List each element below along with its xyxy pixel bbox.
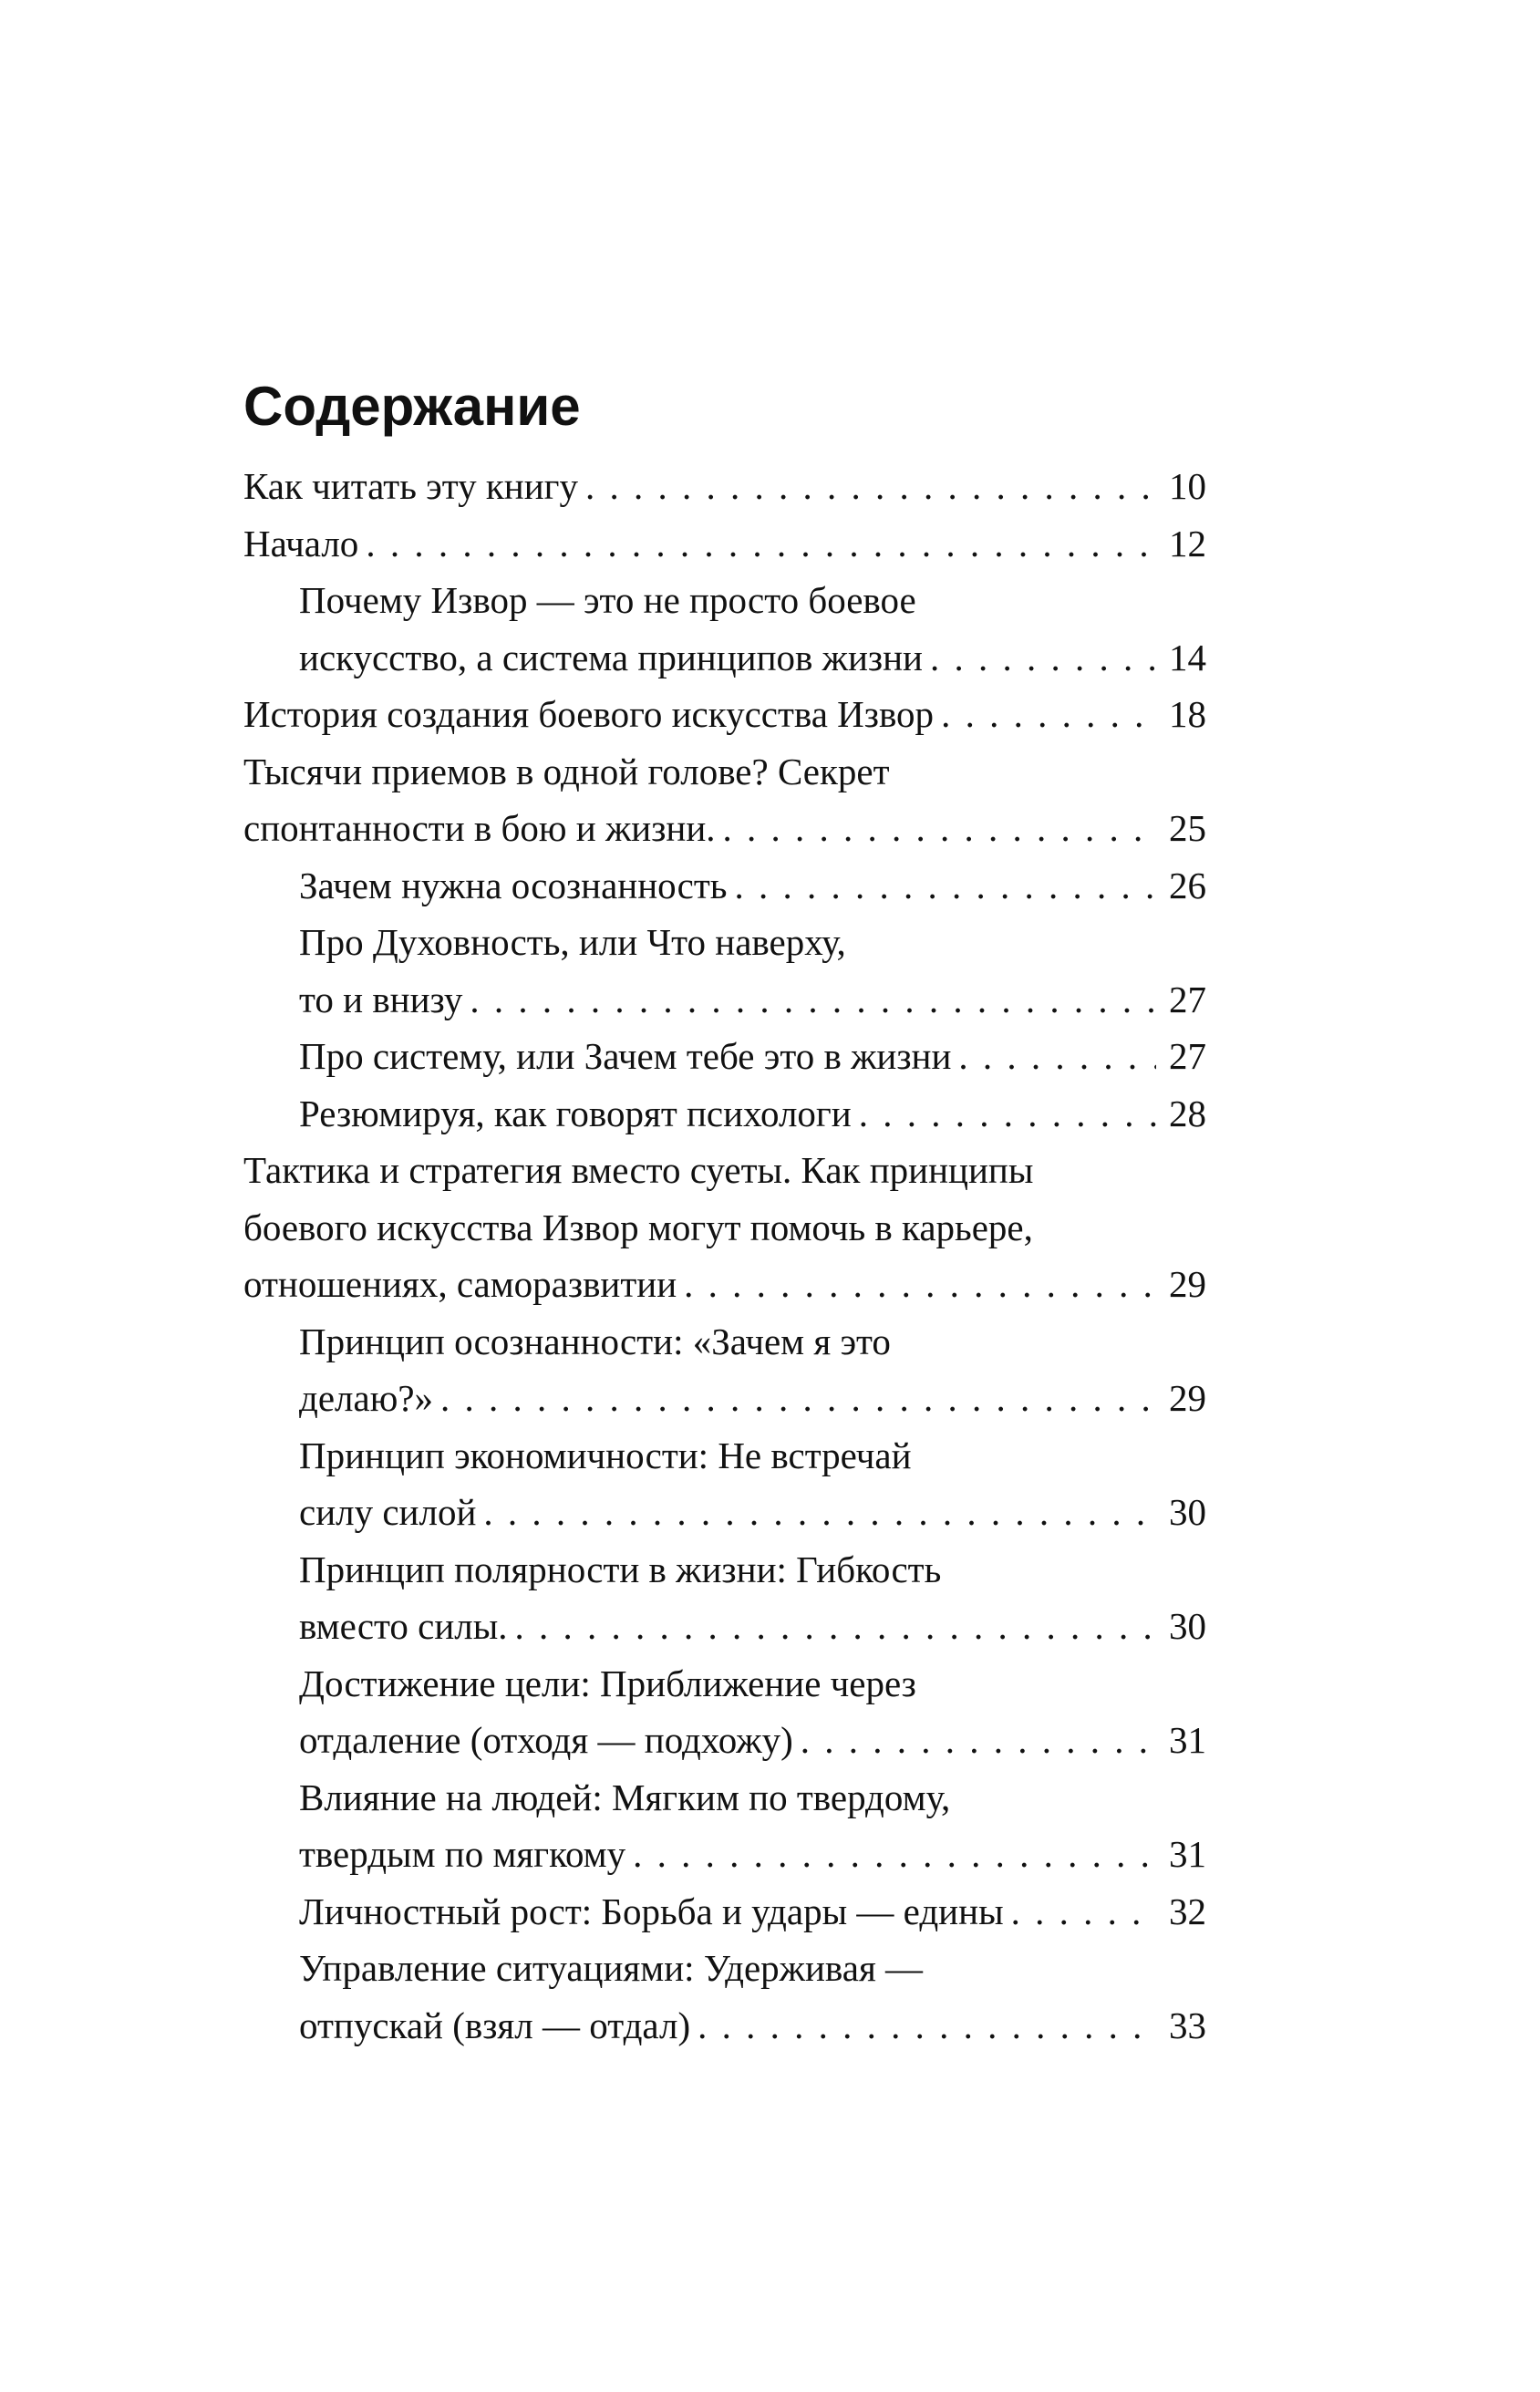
toc-entry-list <box>243 458 1206 2054</box>
toc-entry[interactable] <box>243 1427 1206 1541</box>
toc-entry[interactable] <box>243 515 1206 573</box>
toc-entry-final-line <box>299 1484 1206 1541</box>
toc-entry-final-line <box>299 1370 1206 1427</box>
dot-leader <box>578 458 1156 515</box>
dot-leader <box>462 971 1156 1029</box>
toc-entry-final-line <box>299 1997 1206 2055</box>
toc-page-number: 31 <box>1169 1719 1206 1761</box>
dot-leader <box>716 800 1156 857</box>
toc-page-number: 30 <box>1169 1605 1206 1647</box>
dot-leader <box>358 515 1156 573</box>
toc-entry[interactable] <box>243 572 1206 686</box>
dot-leader <box>1004 1883 1156 1941</box>
toc-entry[interactable] <box>243 1940 1206 2054</box>
dot-leader <box>793 1712 1156 1769</box>
toc-entry-final-line <box>299 1598 1206 1655</box>
toc-page-number: 12 <box>1169 522 1206 564</box>
toc-page-number: 27 <box>1169 1035 1206 1077</box>
toc-page-number: 25 <box>1169 807 1206 849</box>
toc-entry-title-line: Начало <box>243 522 359 564</box>
toc-page-number: 27 <box>1169 978 1206 1020</box>
toc-entry[interactable] <box>243 914 1206 1028</box>
toc-page-number: 29 <box>1169 1377 1206 1419</box>
toc-entry-final-line <box>243 800 1206 857</box>
toc-entry-final-line <box>299 1028 1206 1085</box>
toc-entry-final-line <box>299 1712 1206 1769</box>
toc-entry-title-line: делаю?» <box>299 1377 434 1419</box>
toc-entry-title-line: Принцип осознанности: «Зачем я это <box>299 1320 891 1362</box>
toc-page-number: 31 <box>1169 1833 1206 1875</box>
toc-entry[interactable] <box>243 1883 1206 1941</box>
toc-entry-title-line: отдаление (отходя — подхожу) <box>299 1719 793 1761</box>
toc-entry-title-line: Про Духовность, или Что наверху, <box>299 921 846 963</box>
dot-leader <box>728 857 1157 915</box>
toc-entry-title-line: отношениях, саморазвитии <box>243 1263 677 1305</box>
toc-entry-title-line: Тысячи приемов в одной голове? Секрет <box>243 750 890 792</box>
toc-entry-final-line <box>299 1883 1206 1941</box>
toc-entry-final-line <box>243 458 1206 515</box>
toc-entry[interactable] <box>243 1085 1206 1143</box>
dot-leader <box>508 1598 1156 1655</box>
table-of-contents <box>243 374 1206 2054</box>
toc-entry-final-line <box>243 686 1206 743</box>
toc-entry-final-line <box>243 515 1206 573</box>
toc-entry[interactable] <box>243 1655 1206 1769</box>
toc-entry-title-line: спонтанности в бою и жизни. <box>243 807 716 849</box>
toc-entry-title-line: искусство, а система принципов жизни <box>299 636 923 678</box>
toc-entry-title-line: силу силой <box>299 1491 477 1533</box>
dot-leader <box>690 1997 1156 2055</box>
toc-entry[interactable] <box>243 1313 1206 1427</box>
toc-entry-title-line: Личностный рост: Борьба и удары — едины <box>299 1890 1004 1932</box>
toc-page-number: 29 <box>1169 1263 1206 1305</box>
toc-entry[interactable] <box>243 686 1206 743</box>
toc-entry-title-line: Зачем нужна осознанность <box>299 864 728 906</box>
toc-page-number: 10 <box>1169 465 1206 507</box>
dot-leader <box>852 1085 1156 1143</box>
dot-leader <box>934 686 1156 743</box>
toc-entry[interactable] <box>243 1028 1206 1085</box>
toc-entry-title-line: боевого искусства Извор могут помочь в карьере, <box>243 1206 1033 1248</box>
toc-entry-title-line: Достижение цели: Приближение через <box>299 1662 916 1704</box>
toc-entry-title-line: Управление ситуациями: Удерживая — <box>299 1947 924 1989</box>
toc-entry-title-line: отпускай (взял — отдал) <box>299 2004 691 2046</box>
toc-entry-title-line: Резюмируя, как говорят психологи <box>299 1092 852 1134</box>
toc-page-number: 26 <box>1169 864 1206 906</box>
toc-entry-title-line: История создания боевого искусства Извор <box>243 693 935 735</box>
toc-entry-title-line: Влияние на людей: Мягким по твердому, <box>299 1776 951 1818</box>
toc-page-number: 30 <box>1169 1491 1206 1533</box>
dot-leader <box>951 1028 1156 1085</box>
toc-entry-title-line: Почему Извор — это не просто боевое <box>299 579 916 621</box>
dot-leader <box>677 1256 1156 1313</box>
dot-leader <box>476 1484 1156 1541</box>
toc-title: Содержание <box>243 376 581 437</box>
toc-entry-final-line <box>299 1085 1206 1143</box>
toc-entry-title-line: Тактика и стратегия вместо суеты. Как принципы <box>243 1149 1034 1191</box>
toc-page-number: 14 <box>1169 636 1206 678</box>
toc-entry[interactable] <box>243 1142 1206 1313</box>
toc-entry-title-line: Про систему, или Зачем тебе это в жизни <box>299 1035 952 1077</box>
toc-entry-final-line <box>299 1826 1206 1883</box>
toc-entry-final-line <box>243 1256 1206 1313</box>
toc-page-number: 32 <box>1169 1890 1206 1932</box>
toc-entry-final-line <box>299 971 1206 1029</box>
toc-page-number: 28 <box>1169 1092 1206 1134</box>
dot-leader <box>923 629 1156 687</box>
toc-entry-final-line <box>299 629 1206 687</box>
dot-leader <box>433 1370 1156 1427</box>
toc-entry[interactable] <box>243 743 1206 857</box>
dot-leader <box>625 1826 1156 1883</box>
toc-entry-title-line: Принцип полярности в жизни: Гибкость <box>299 1548 942 1590</box>
toc-entry-title-line: Как читать эту книгу <box>243 465 578 507</box>
toc-entry-title-line: Принцип экономичности: Не встречай <box>299 1434 912 1476</box>
toc-entry[interactable] <box>243 857 1206 915</box>
toc-entry-title-line: то и внизу <box>299 978 463 1020</box>
toc-entry[interactable] <box>243 458 1206 515</box>
toc-entry-final-line <box>299 857 1206 915</box>
toc-entry[interactable] <box>243 1541 1206 1655</box>
toc-page-number: 18 <box>1169 693 1206 735</box>
toc-entry[interactable] <box>243 1769 1206 1883</box>
toc-entry-title-line: твердым по мягкому <box>299 1833 626 1875</box>
toc-page-number: 33 <box>1169 2004 1206 2046</box>
toc-entry-title-line: вместо силы. <box>299 1605 508 1647</box>
